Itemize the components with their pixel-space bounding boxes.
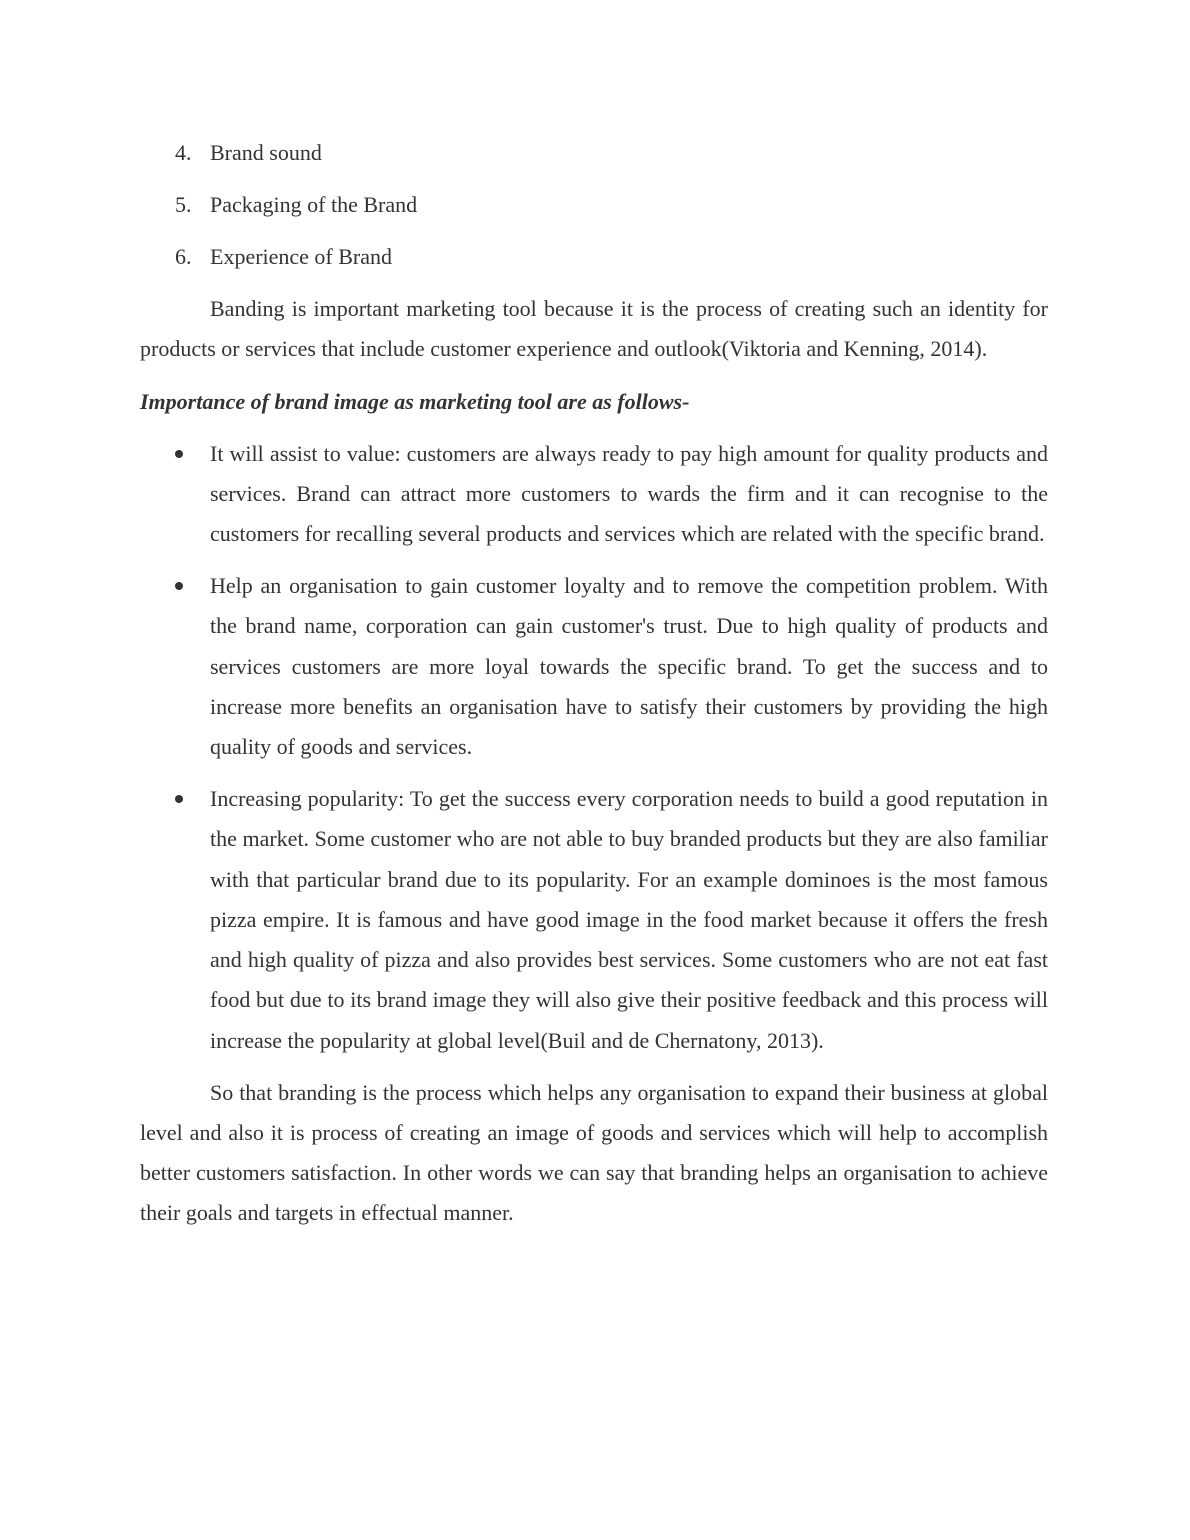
- closing-paragraph: So that branding is the process which helps any organisation to expand their business at global level and also it is process of creating an image of goods and services which will help to accomplish better customers satisfaction. In other words we can say that branding helps an organisation to achieve their goals and targets in effectual manner.: [140, 1079, 1048, 1226]
- list-item-text: Packaging of the Brand: [210, 192, 418, 217]
- bullet-text: It will assist to value: customers are always ready to pay high amount for quality products and services. Brand can attract more customers to wards the firm and it can recognise to the customers for recalling several products and services which are related with the specific brand.: [210, 440, 1048, 547]
- bullet-icon: [175, 450, 183, 458]
- list-item-text: Brand sound: [210, 140, 322, 165]
- document-page: [140, 133, 1048, 1246]
- bullet-item: [140, 566, 1048, 767]
- bullet-icon: [175, 582, 183, 590]
- bullet-icon: [175, 795, 183, 803]
- list-number: 6.: [175, 244, 192, 269]
- intro-paragraph: Banding is important marketing tool because it is the process of creating such an identity for products or services that include customer experience and outlook(Viktoria and Kenning, 2014).: [140, 296, 1048, 362]
- bullet-item: [140, 434, 1048, 555]
- list-item: [140, 133, 1048, 173]
- list-number: 4.: [175, 140, 192, 165]
- list-number: 5.: [175, 192, 192, 217]
- section-subheading: Importance of brand image as marketing tool are as follows-: [140, 388, 690, 414]
- list-item: [140, 185, 1048, 225]
- list-item: [140, 237, 1048, 277]
- bullet-text: Increasing popularity: To get the success every corporation needs to build a good reputation in the market. Some customer who are not able to buy branded products but they are also familiar with that particular brand due to its popularity. For an example dominoes is the most famous pizza empire. It is famous and have good image in the food market because it offers the fresh and high quality of pizza and also provides best services. Some customers who are not eat fast food but due to its brand image they will also give their positive feedback and this process will increase the popularity at global level(Buil and de Chernatony, 2013).: [210, 785, 1048, 1053]
- list-item-text: Experience of Brand: [210, 244, 393, 269]
- bullet-text: Help an organisation to gain customer loyalty and to remove the competition problem. With the brand name, corporation can gain customer's trust. Due to high quality of products and services customers are more loyal towards the specific brand. To get the success and to increase more benefits an organisation have to satisfy their customers by providing the high quality of goods and services.: [210, 572, 1048, 760]
- numbered-list: [140, 133, 1048, 277]
- bullet-list: [140, 434, 1048, 1061]
- bullet-item: [140, 779, 1048, 1061]
